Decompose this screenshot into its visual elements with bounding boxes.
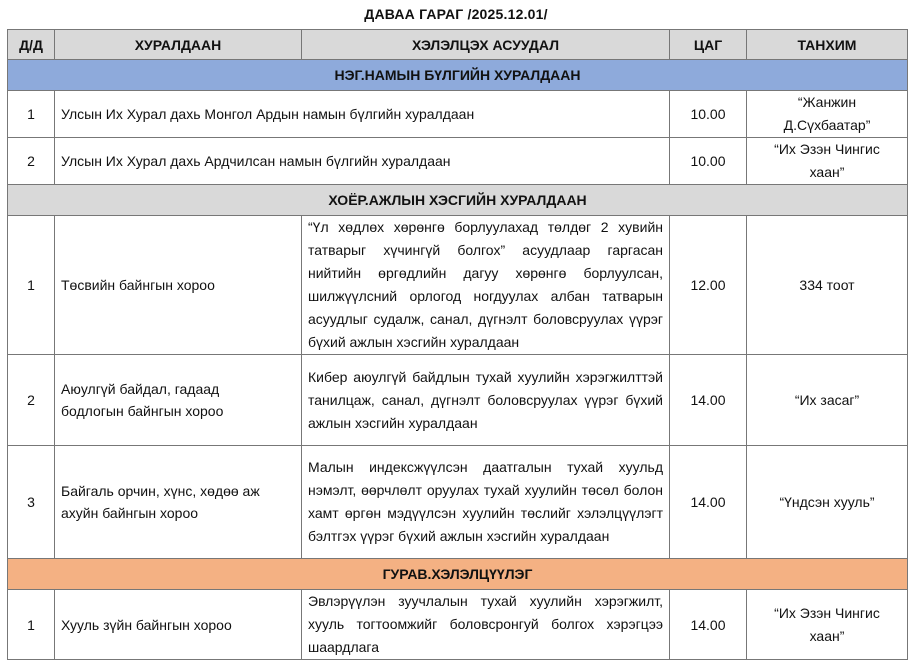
row-issue: Кибер аюулгүй байдлын тухай хуулийн хэрэгжилттэй танилцаж, санал, дүгнэлт боловсруулах үүрэг бүхий ажлын хэсгийн хуралдаан [302, 355, 670, 446]
row-issue: Эвлэрүүлэн зуучлалын тухай хуулийн хэрэгжилт, хууль тогтоомжийг боловсронгуй болгох хэрэгцээ шаардлага [302, 590, 670, 660]
row-num: 1 [8, 590, 55, 660]
row-room [747, 91, 908, 138]
table-header-row [8, 30, 908, 60]
meeting-line: бодлогын байнгын хороо [61, 403, 224, 419]
agenda-table [7, 29, 908, 660]
row-room [747, 590, 908, 660]
header-room: ТАНХИМ [747, 30, 908, 60]
row-time: 10.00 [670, 138, 747, 185]
section-row [8, 559, 908, 590]
table-row [8, 355, 908, 446]
room-line: хаан” [809, 164, 845, 180]
row-meeting [55, 355, 302, 446]
row-num: 1 [8, 216, 55, 355]
table-row [8, 446, 908, 559]
meeting-line: Байгаль орчин, хүнс, хөдөө аж [61, 483, 260, 499]
section-row [8, 185, 908, 216]
row-num: 1 [8, 91, 55, 138]
row-time: 14.00 [670, 590, 747, 660]
header-num: Д/Д [8, 30, 55, 60]
table-row [8, 138, 908, 185]
row-room: “Үндсэн хууль” [747, 446, 908, 559]
row-num: 3 [8, 446, 55, 559]
row-meeting [55, 446, 302, 559]
row-meeting: Улсын Их Хурал дахь Монгол Ардын намын бүлгийн хуралдаан [55, 91, 670, 138]
meeting-line: ахуйн байнгын хороо [61, 505, 199, 521]
header-time: ЦАГ [670, 30, 747, 60]
table-row [8, 91, 908, 138]
section-title: ГУРАВ.ХЭЛЭЛЦҮҮЛЭГ [8, 559, 908, 590]
row-meeting: Төсвийн байнгын хороо [55, 216, 302, 355]
room-line: Д.Сүхбаатар” [783, 117, 871, 133]
table-row [8, 216, 908, 355]
meeting-line: Аюулгүй байдал, гадаад [61, 381, 220, 397]
row-time: 12.00 [670, 216, 747, 355]
room-line: “Их Эзэн Чингис [774, 141, 880, 157]
row-room [747, 138, 908, 185]
section-title: ХОЁР.АЖЛЫН ХЭСГИЙН ХУРАЛДААН [8, 185, 908, 216]
row-room: “Их засаг” [747, 355, 908, 446]
section-title: НЭГ.НАМЫН БҮЛГИЙН ХУРАЛДААН [8, 60, 908, 91]
room-line: “Жанжин [797, 94, 857, 110]
row-room: 334 тоот [747, 216, 908, 355]
page-title: ДАВАА ГАРАГ /2025.12.01/ [364, 6, 548, 22]
row-num: 2 [8, 355, 55, 446]
row-time: 10.00 [670, 91, 747, 138]
header-issue: ХЭЛЭЛЦЭХ АСУУДАЛ [302, 30, 670, 60]
section-row [8, 60, 908, 91]
row-meeting: Улсын Их Хурал дахь Ардчилсан намын бүлгийн хуралдаан [55, 138, 670, 185]
row-time: 14.00 [670, 446, 747, 559]
room-line: хаан” [809, 627, 845, 644]
row-issue: Малын индексжүүлсэн даатгалын тухай хуульд нэмэлт, өөрчлөлт оруулах тухай хуулийн төсөл болон хамт өргөн мэдүүлсэн хуулийн төслийг хэлэлцүүлэгт бэлтгэх үүрэг бүхий ажлын хэсгийн хуралдаан [302, 446, 670, 559]
row-time: 14.00 [670, 355, 747, 446]
row-issue: “Үл хөдлөх хөрөнгө борлуулахад төлдөг 2 хувийн татварыг хүчингүй болгох” асуудлаар гаргасан нийтийн өргөдлийн дагуу хөрөнгө борлуулсан, шилжүүлсний орлогод ногдуулах албан татварын асуудлыг судалж, санал, дүгнэлт боловсруулах үүрэг бүхий ажлын хэсгийн хуралдаан [302, 216, 670, 355]
room-line: “Их Эзэн Чингис [774, 604, 880, 621]
row-num: 2 [8, 138, 55, 185]
table-row [8, 590, 908, 660]
header-meeting: ХУРАЛДААН [55, 30, 302, 60]
row-meeting: Хууль зүйн байнгын хороо [55, 590, 302, 660]
